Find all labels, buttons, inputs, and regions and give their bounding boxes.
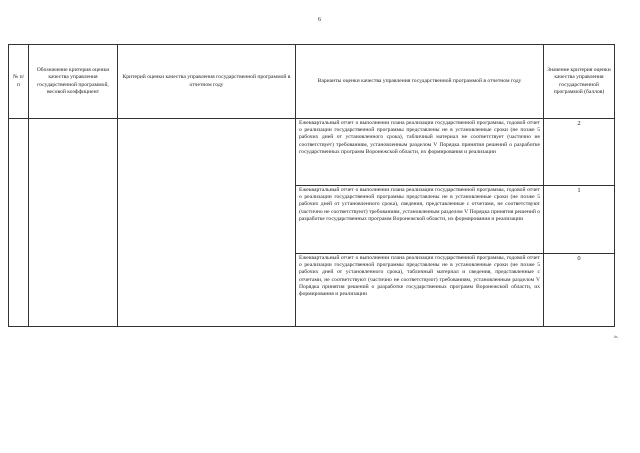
option-cell: Ежеквартальный отчет о выполнении плана реализации государственной программы, годовой отчет о реализации государственной программы представлены не в установленные сроки (не позже 5 рабочих дней от установленного срока), сведения, представленные с отчетами, не соответствуют (частично не соответствуют) требованиям, установленным разделом V Порядка принятия решений о разработке государственных программ Воронежской области, их формирования и реализации [296, 186, 544, 254]
option-cell: Ежеквартальный отчет о выполнении плана реализации государственной программы, годовой отчет о реализации государственной программы представлены не в установленные сроки (не позже 5 рабочих дней от установленного срока), табличный материал не соответствует (частично не соответствует) требованиям, установленным разделом V Порядка принятия решений о разработке государственных программ Воронежской области, их формирования и реализации [296, 119, 544, 186]
table-row [9, 119, 615, 186]
criterion-cell [118, 119, 296, 327]
page-number: 6 [318, 17, 321, 23]
header-criterion-value: Значение критерия оценки качества управления государственной программой (баллов) [544, 45, 615, 119]
score-cell: 2 [544, 119, 615, 186]
number-cell [9, 119, 29, 327]
header-number: № п/п [9, 45, 29, 119]
criteria-table [8, 44, 615, 327]
criterion-designation-cell [29, 119, 118, 327]
closing-quote-mark: ». [614, 334, 619, 340]
header-evaluation-options: Варианты оценки качества управления государственной программой в отчетном году [296, 45, 544, 119]
score-cell: 0 [544, 254, 615, 327]
score-cell: 1 [544, 186, 615, 254]
header-criterion: Критерий оценки качества управления государственной программой в отчетном году [118, 45, 296, 119]
header-criterion-designation: Обозначение критерия оценки качества управления государственной программой, весовой коэффициент [29, 45, 118, 119]
table-header-row [9, 45, 615, 119]
option-cell: Ежеквартальный отчет о выполнении плана реализации государственной программы, годовой отчет о реализации государственной программы представлены не в установленные сроки (не позже 5 рабочих дней от установленного срока), табличный материал и сведения, представленные с отчетами, не соответствуют (частично не соответствуют) требованиям, установленным разделом V Порядка принятия решений о разработке государственных программ Воронежской области, их формирования и реализации [296, 254, 544, 327]
